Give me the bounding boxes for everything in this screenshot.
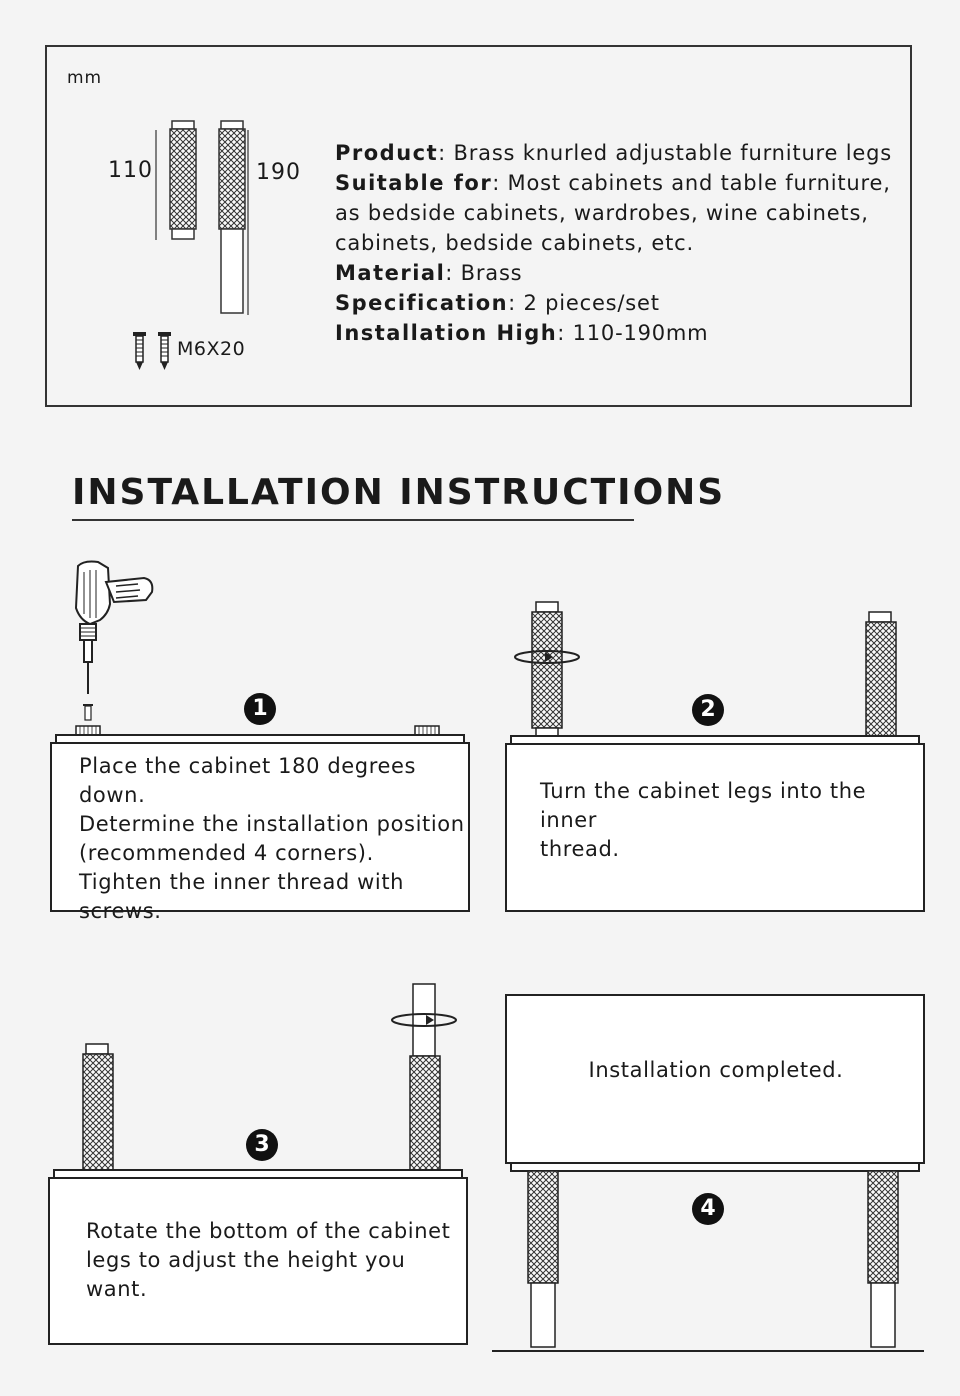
knurled-leg-icon <box>532 602 562 736</box>
knurled-leg-icon <box>868 1171 898 1347</box>
step-1-text: Place the cabinet 180 degrees down. Determine the installation position (recommended 4 corners). Tighten the inner thread with screws. <box>79 754 465 923</box>
step-4-illustration <box>492 994 926 1356</box>
step-2-number: 2 <box>692 694 724 726</box>
screw-icon <box>130 330 175 375</box>
screw-icon <box>83 704 93 720</box>
step-4-text: Installation completed. <box>588 1058 844 1082</box>
section-title: INSTALLATION INSTRUCTIONS <box>72 472 634 521</box>
step-2-text: Turn the cabinet legs into the inner thread. <box>540 779 867 861</box>
step-2-illustration <box>505 598 925 913</box>
knurled-leg-icon <box>866 612 896 736</box>
spec-row-material: Material: Brass <box>335 261 523 285</box>
spec-row-suitable: Suitable for: Most cabinets and table furniture, <box>335 171 891 195</box>
unit-label: mm <box>67 68 103 88</box>
spec-row-specification: Specification: 2 pieces/set <box>335 291 660 315</box>
spec-row-suitable-cont: as bedside cabinets, wardrobes, wine cabinets, <box>335 201 869 225</box>
step-4-number: 4 <box>692 1193 724 1225</box>
knurled-leg-icon <box>83 1044 113 1170</box>
spec-row-suitable-cont2: cabinets, bedside cabinets, etc. <box>335 231 694 255</box>
step-3-number: 3 <box>246 1129 278 1161</box>
spec-row-product: Product: Brass knurled adjustable furniture legs <box>335 141 892 165</box>
step-1-number: 1 <box>244 693 276 725</box>
screw-size-label: M6X20 <box>177 338 246 360</box>
short-leg-icon <box>170 121 196 239</box>
knurled-leg-icon <box>410 984 440 1170</box>
spec-list <box>335 138 895 348</box>
spec-row-height: Installation High: 110-190mm <box>335 321 709 345</box>
drill-icon <box>76 562 152 695</box>
step-3-text: Rotate the bottom of the cabinet legs to adjust the height you want. <box>86 1219 451 1301</box>
short-leg-height: 110 <box>108 158 153 183</box>
long-leg-icon <box>219 121 245 313</box>
knurled-leg-icon <box>528 1171 558 1347</box>
long-leg-height: 190 <box>256 160 301 185</box>
legs-diagram <box>150 115 260 320</box>
